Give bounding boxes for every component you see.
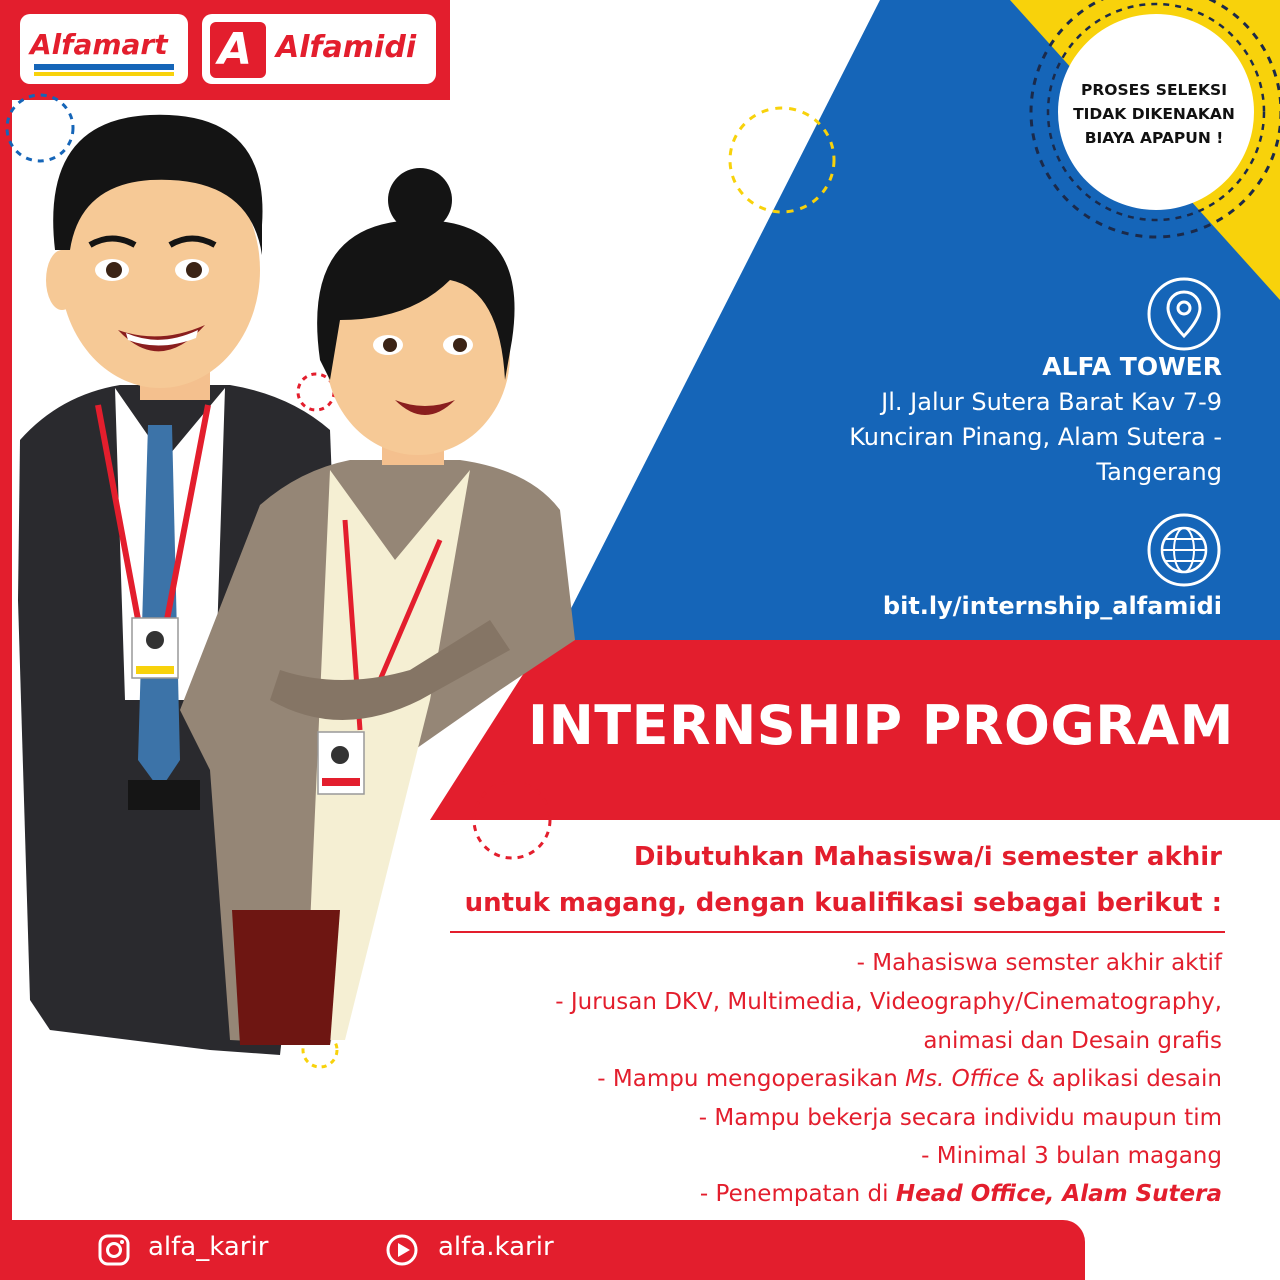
footer-bar (0, 1220, 1085, 1280)
youtube-handle[interactable]: alfa.karir (438, 1232, 554, 1262)
address-line: Jl. Jalur Sutera Barat Kav 7-9 (881, 388, 1222, 416)
address-line: Kunciran Pinang, Alam Sutera - (849, 423, 1222, 451)
globe-icon (1146, 512, 1222, 588)
requirement-item: - Jurusan DKV, Multimedia, Videography/Cinematography, (555, 989, 1222, 1015)
map-pin-icon (1146, 276, 1222, 352)
badge-line: BIAYA APAPUN ! (1084, 129, 1224, 147)
free-selection-badge (1064, 78, 1244, 150)
characters-illustration (0, 0, 620, 1080)
requirement-item: - Penempatan di Head Office, Alam Sutera (699, 1181, 1222, 1207)
requirements-heading: untuk magang, dengan kualifikasi sebagai berikut : (464, 888, 1222, 918)
instagram-icon (98, 1234, 130, 1266)
youtube-icon (386, 1234, 418, 1266)
requirement-item: - Mampu mengoperasikan Ms. Office & aplikasi desain (597, 1066, 1222, 1092)
badge-line: PROSES SELEKSI (1081, 81, 1227, 99)
location-name: ALFA TOWER (1042, 352, 1222, 381)
requirement-item: - Minimal 3 bulan magang (921, 1143, 1222, 1169)
alfamidi-logo: A Alfamidi (202, 14, 436, 84)
address-line: Tangerang (1096, 458, 1222, 486)
instagram-handle[interactable]: alfa_karir (148, 1232, 269, 1262)
requirement-item: animasi dan Desain grafis (923, 1028, 1222, 1054)
alfamart-logo: Alfamart (20, 14, 188, 84)
website-link[interactable]: bit.ly/internship_alfamidi (882, 592, 1222, 620)
requirement-item: - Mampu bekerja secara individu maupun tim (698, 1105, 1222, 1131)
badge-line: TIDAK DIKENAKAN (1073, 105, 1235, 123)
page-title: INTERNSHIP PROGRAM (528, 694, 1234, 757)
requirement-item: - Mahasiswa semster akhir aktif (856, 950, 1222, 976)
requirements-heading: Dibutuhkan Mahasiswa/i semester akhir (633, 842, 1222, 872)
